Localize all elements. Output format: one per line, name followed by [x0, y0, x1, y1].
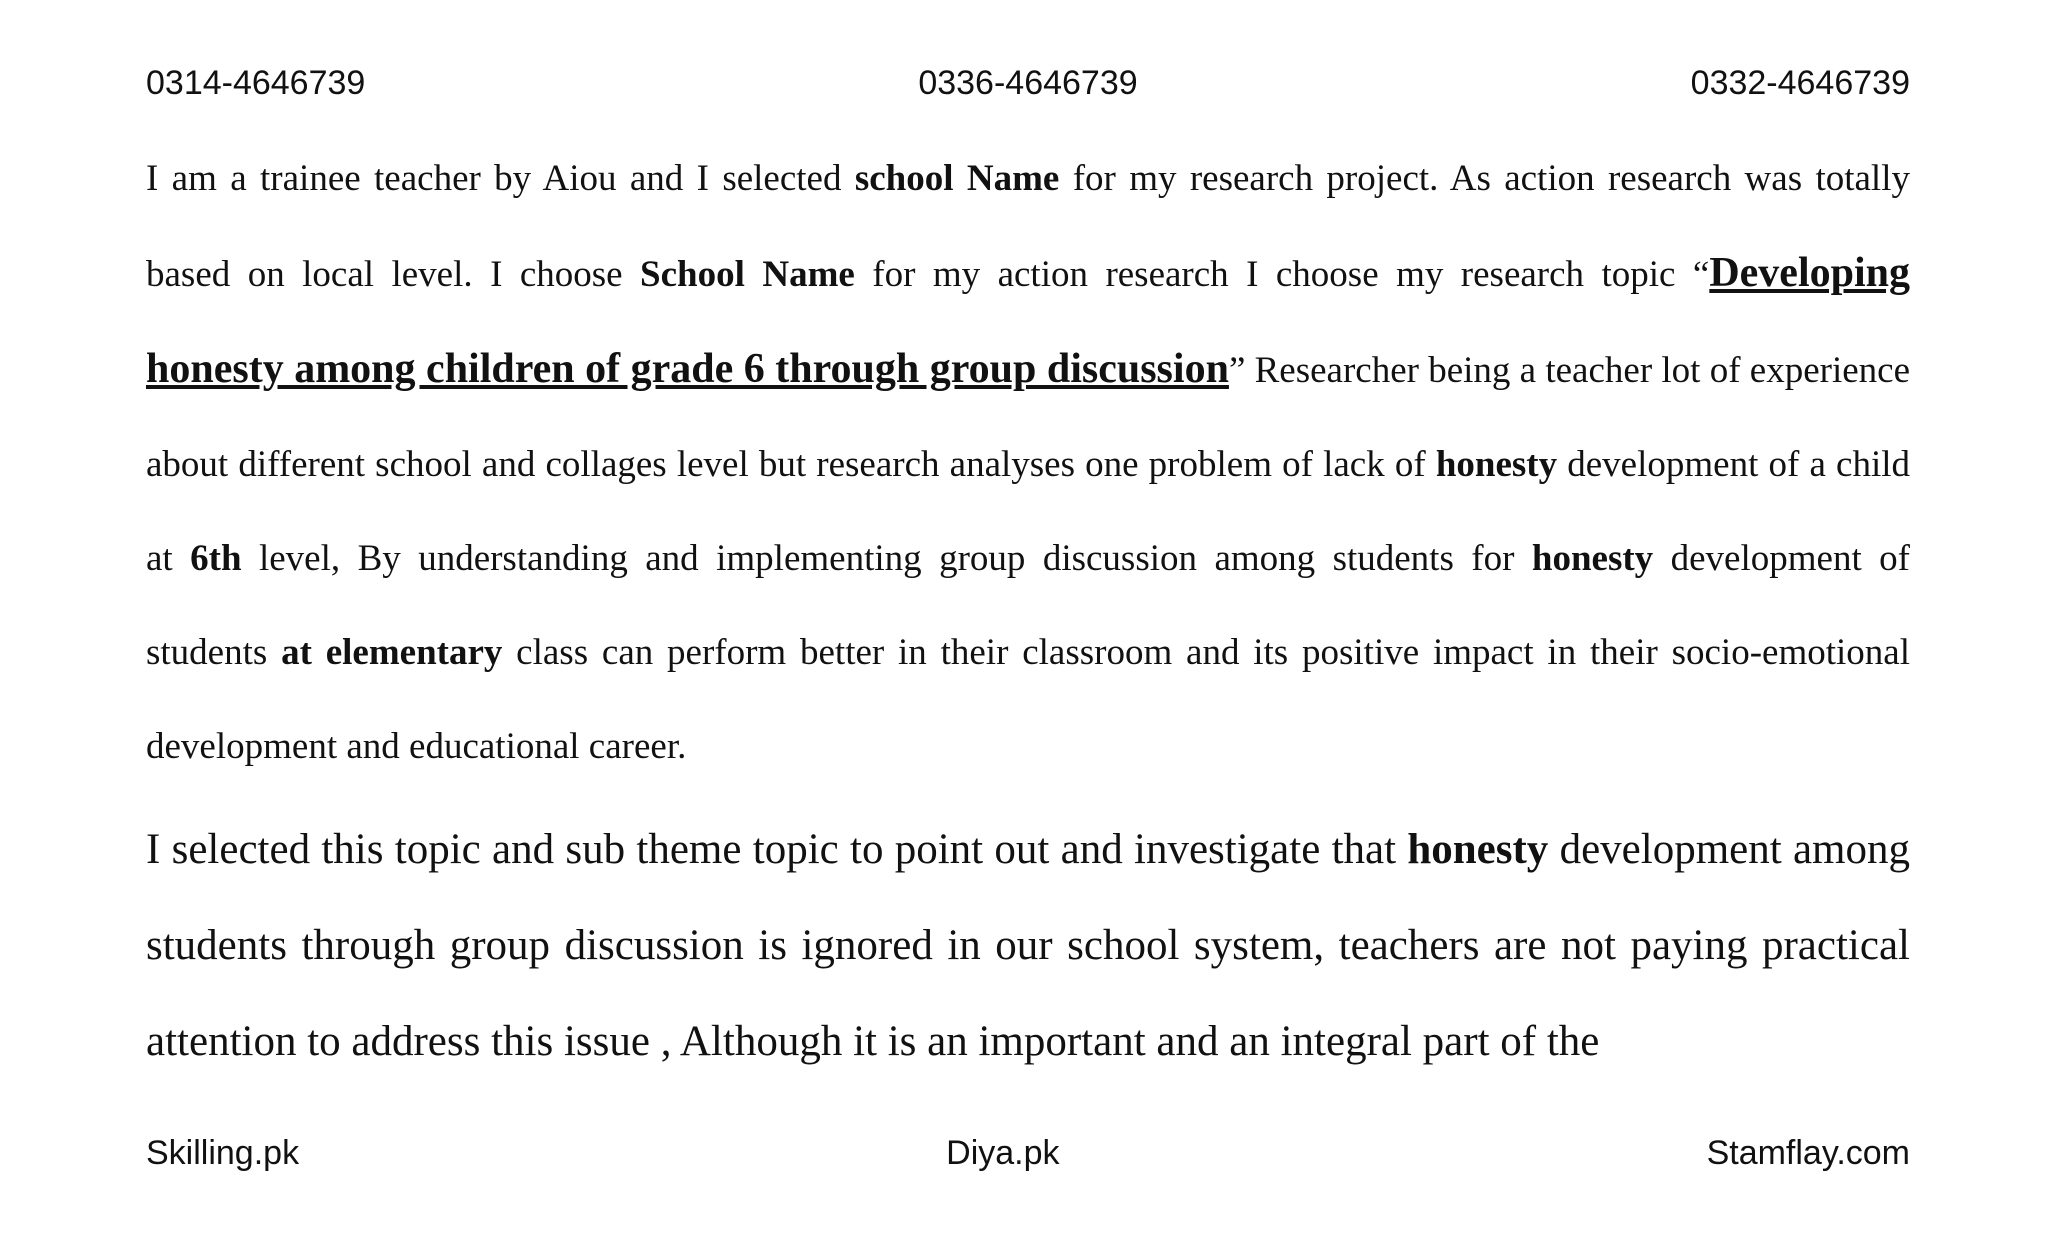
research-topic-title: Developing honesty among children of grade 6 through group discussion	[146, 250, 1910, 392]
text-run: I am a trainee teacher by Aiou and I selected	[146, 158, 855, 199]
document-body	[146, 132, 1910, 1090]
text-run: development of students	[146, 538, 1910, 673]
page-footer	[146, 1134, 1910, 1173]
text-run: class can perform better in their classroom and its positive impact in their socio-emotional development and educational career.	[146, 632, 1910, 767]
footer-site-right: Stamflay.com	[1706, 1134, 1910, 1172]
text-run: I selected this topic and sub theme topic to point out and investigate that	[146, 826, 1408, 873]
bold-school-name-2: School Name	[640, 254, 855, 295]
page-header	[146, 64, 1910, 103]
text-run: for my action research I choose my research topic “	[854, 254, 1710, 295]
bold-honesty-2: honesty	[1531, 538, 1654, 579]
paragraph-1	[146, 132, 1910, 794]
header-phone-center: 0336-4646739	[918, 64, 1138, 102]
paragraph-2	[146, 802, 1910, 1090]
bold-honesty-3: honesty	[1407, 826, 1549, 873]
bold-elementary: at elementary	[281, 632, 503, 673]
bold-honesty: honesty	[1435, 444, 1558, 485]
text-run: level, By understanding and implementing group discussion among students for	[241, 538, 1532, 579]
text-run: ” Researcher being a teacher lot of experience about different school and collages level but research analyses one problem of lack of	[146, 350, 1911, 485]
text-run: development among students through group discussion is ignored in our school system, teachers are not paying practical attention to address this issue , Although it is an important and an integral part of the	[146, 826, 1910, 1065]
header-phone-left: 0314-4646739	[146, 64, 366, 102]
text-run: development of a child at	[146, 444, 1910, 579]
bold-grade: 6th	[190, 538, 242, 579]
header-phone-right: 0332-4646739	[1690, 64, 1910, 102]
text-run: for my research project. As action research was totally based on local level. I choose	[146, 158, 1910, 295]
bold-school-name: school Name	[854, 158, 1060, 199]
footer-site-center: Diya.pk	[946, 1134, 1060, 1172]
footer-site-left: Skilling.pk	[146, 1134, 300, 1172]
